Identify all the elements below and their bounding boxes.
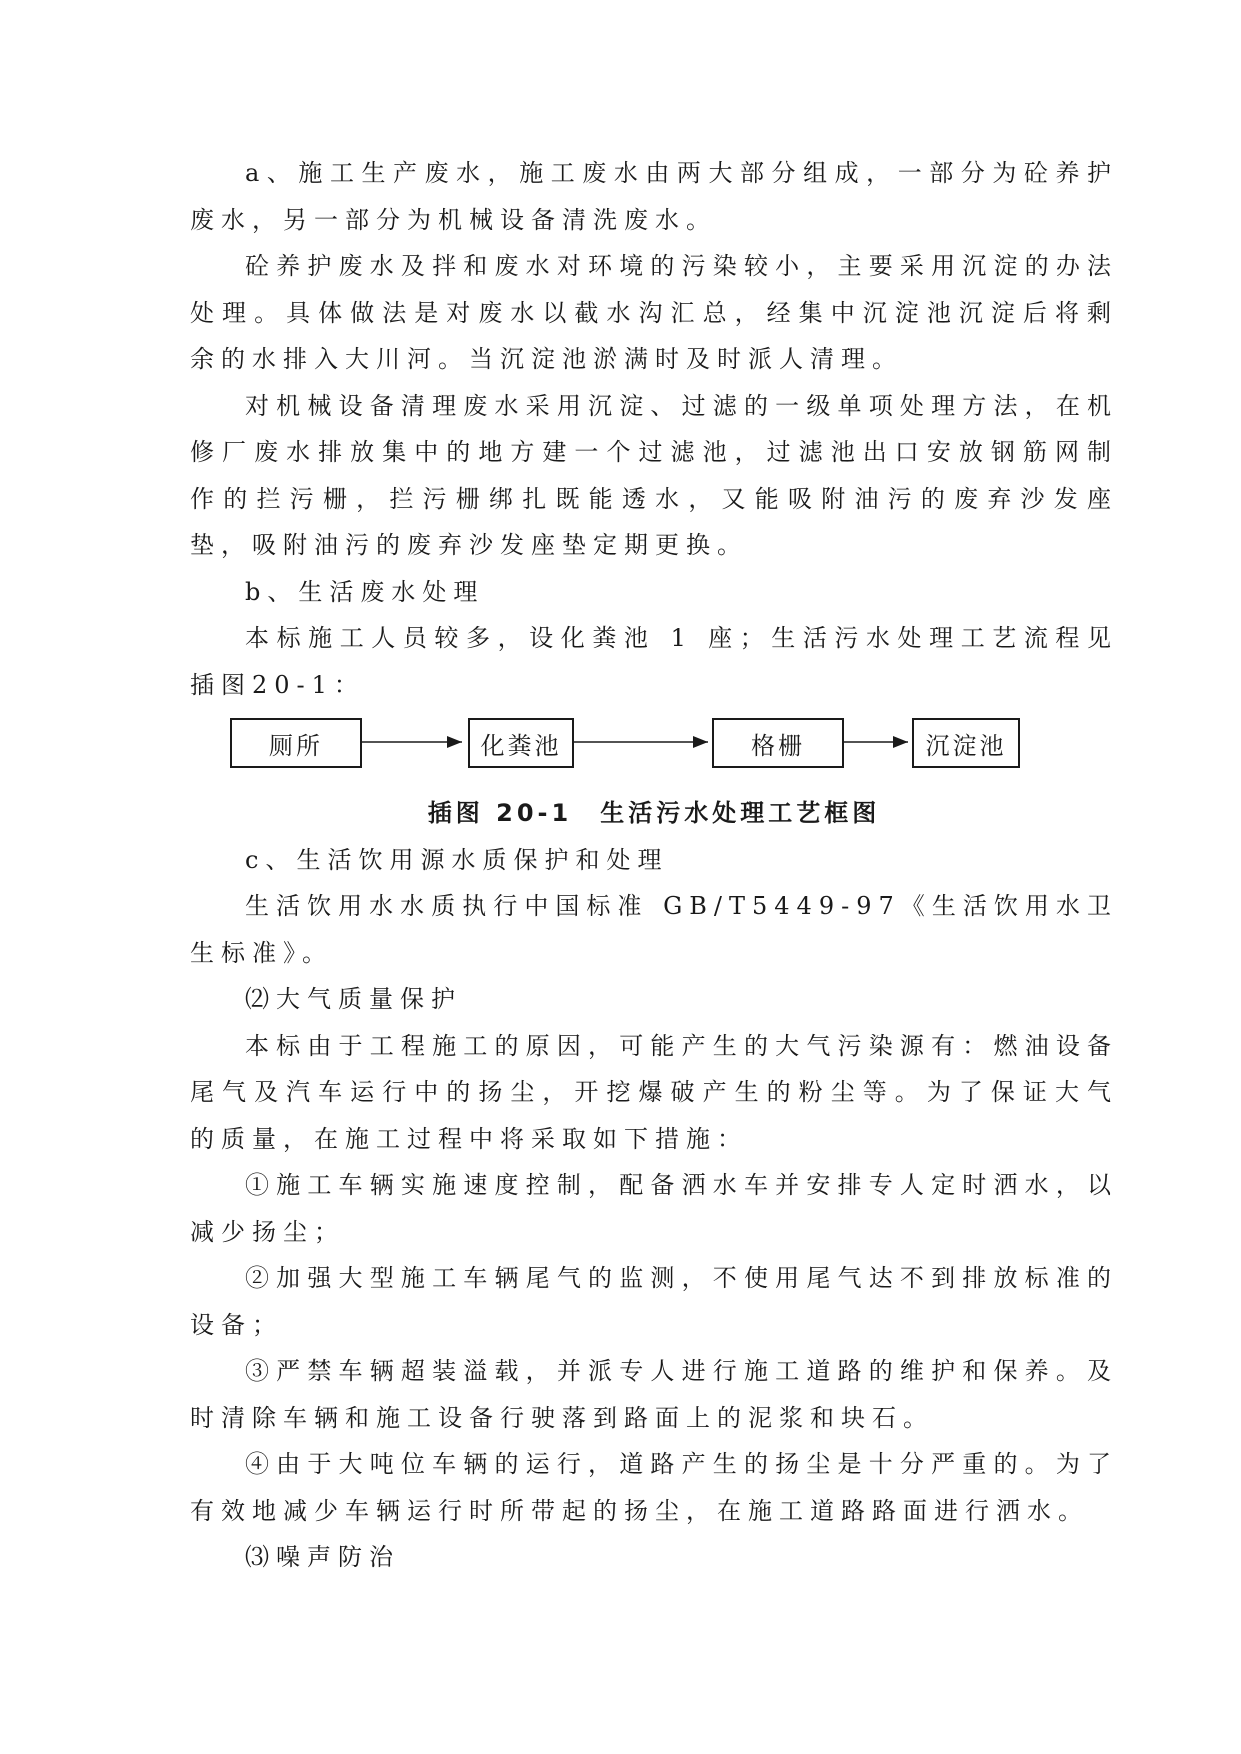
- heading-drinking-water: c、生活饮用源水质保护和处理: [245, 845, 669, 874]
- paragraph-septic-tank: 本标施工人员较多，设化粪池 1 座；生活污水处理工艺流程见插图20-1：: [190, 624, 1118, 699]
- list-item-overload-ban: ③严禁车辆超装溢载，并派专人进行施工道路的维护和保养。及时清除车辆和施工设备行驶落到路面上的泥浆和块石。: [190, 1357, 1118, 1432]
- list-item-road-watering: ④由于大吨位车辆的运行，道路产生的扬尘是十分严重的。为了有效地减少车辆运行时所带起的扬尘，在施工道路路面进行洒水。: [190, 1450, 1118, 1525]
- paragraph-curing-wastewater: 砼养护废水及拌和废水对环境的污染较小，主要采用沉淀的办法处理。具体做法是对废水以截水沟汇总，经集中沉淀池沉淀后将剩余的水排入大川河。当沉淀池淤满时及时派人清理。: [190, 252, 1118, 373]
- flow-box-grille: 格栅: [712, 718, 844, 768]
- figure-caption: 插图 20-1 生活污水处理工艺框图: [427, 799, 881, 827]
- list-item-speed-control: ①施工车辆实施速度控制，配备洒水车并安排专人定时洒水，以减少扬尘；: [190, 1171, 1118, 1246]
- heading-noise-control: ⑶噪声防治: [245, 1543, 400, 1571]
- flow-box-sedimentation-tank: 沉淀池: [912, 718, 1020, 768]
- paragraph-drinking-standard: 生活饮用水水质执行中国标准 GB/T5449-97《生活饮用水卫生标准》。: [190, 892, 1118, 967]
- heading-domestic-wastewater: b、生活废水处理: [245, 577, 485, 606]
- paragraph-machinery-wastewater: 对机械设备清理废水采用沉淀、过滤的一级单项处理方法，在机修厂废水排放集中的地方建一个过滤池，过滤池出口安放钢筋网制作的拦污栅，拦污栅绑扎既能透水，又能吸附油污的废弃沙发座垫，吸附油污的废弃沙发座垫定期更换。: [190, 391, 1118, 559]
- list-item-exhaust-monitoring: ②加强大型施工车辆尾气的监测，不使用尾气达不到排放标准的设备；: [190, 1264, 1118, 1339]
- flow-box-toilet: 厕所: [230, 718, 362, 768]
- flow-box-septic-tank: 化粪池: [468, 718, 574, 768]
- paragraph-construction-wastewater: a、施工生产废水，施工废水由两大部分组成，一部分为砼养护废水，另一部分为机械设备清洗废水。: [190, 159, 1118, 234]
- document-page: [190, 150, 1118, 1581]
- heading-air-quality: ⑵大气质量保护: [245, 985, 462, 1013]
- paragraph-air-sources: 本标由于工程施工的原因，可能产生的大气污染源有：燃油设备尾气及汽车运行中的扬尘，开挖爆破产生的粉尘等。为了保证大气的质量，在施工过程中将采取如下措施：: [190, 1031, 1118, 1153]
- flow-diagram: [190, 718, 1118, 794]
